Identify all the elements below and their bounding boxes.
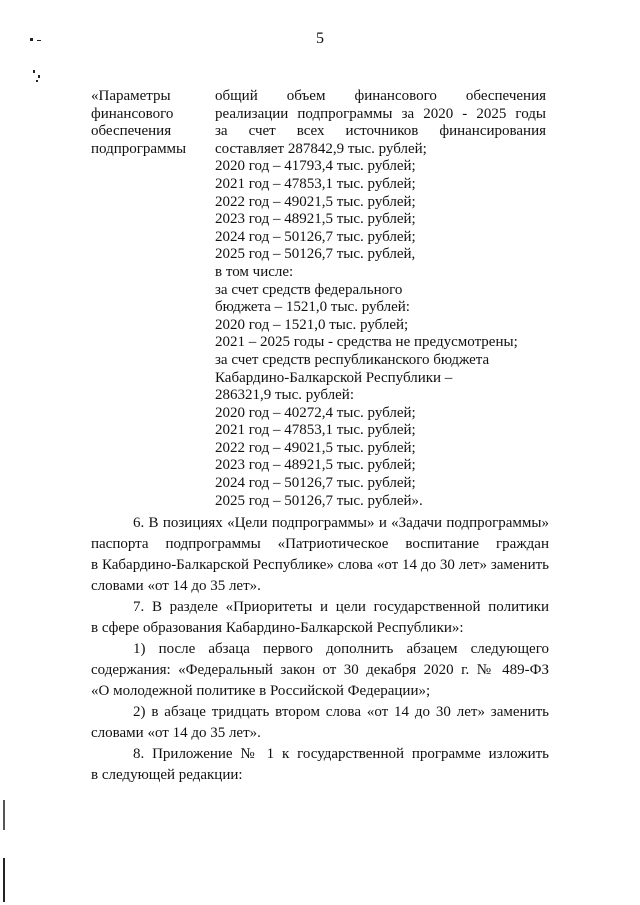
value-line: общий объем финансового обеспечения bbox=[215, 88, 546, 104]
value-line: реализации подпрограммы за 2020 - 2025 годы bbox=[215, 105, 546, 122]
value-line: 2025 год – 50126,7 тыс. рублей, bbox=[215, 246, 416, 263]
item-7-1-line: содержания: «Федеральный закон от 30 декабря 2020 г. № 489-ФЗ bbox=[91, 662, 549, 678]
scan-mark bbox=[37, 40, 41, 41]
item-6-line: словами «от 14 до 35 лет». bbox=[91, 578, 261, 594]
scan-mark bbox=[33, 70, 35, 73]
value-line: бюджета – 1521,0 тыс. рублей: bbox=[215, 299, 410, 316]
value-line: в том числе: bbox=[215, 263, 294, 280]
value-line: 2024 год – 50126,7 тыс. рублей; bbox=[215, 228, 416, 245]
value-line: 2021 год – 47853,1 тыс. рублей; bbox=[215, 422, 416, 439]
value-line: 2020 год – 1521,0 тыс. рублей; bbox=[215, 316, 409, 333]
parameter-value bbox=[215, 88, 546, 510]
value-line: Кабардино-Балкарской Республики – bbox=[215, 369, 453, 386]
parameter-label-line: «Параметры bbox=[91, 88, 171, 104]
item-7-1-line: 1) после абзаца первого дополнить абзацем следующего bbox=[133, 641, 549, 657]
value-line: 2023 год – 48921,5 тыс. рублей; bbox=[215, 211, 416, 228]
item-8-line: в следующей редакции: bbox=[91, 767, 243, 783]
value-line: 2025 год – 50126,7 тыс. рублей». bbox=[215, 492, 423, 509]
value-line: составляет 287842,9 тыс. рублей; bbox=[215, 140, 427, 157]
scan-mark bbox=[30, 38, 33, 41]
parameter-label-line: финансового bbox=[91, 105, 174, 122]
item-7-line: 7. В разделе «Приоритеты и цели государственной политики bbox=[133, 599, 549, 615]
value-line: 2021 – 2025 годы - средства не предусмотрены; bbox=[215, 334, 518, 351]
value-line: за счет всех источников финансирования bbox=[215, 123, 546, 140]
amendment-text bbox=[91, 513, 549, 786]
scan-mark bbox=[38, 75, 40, 78]
value-line: 2024 год – 50126,7 тыс. рублей; bbox=[215, 475, 416, 492]
value-line: 2022 год – 49021,5 тыс. рублей; bbox=[215, 439, 416, 456]
item-7-2-line: 2) в абзаце тридцать втором слова «от 14 до 30 лет» заменить bbox=[133, 704, 549, 720]
parameter-label bbox=[91, 88, 201, 158]
item-6-line: 6. В позициях «Цели подпрограммы» и «Задачи подпрограммы» bbox=[133, 515, 549, 531]
value-line: 286321,9 тыс. рублей: bbox=[215, 387, 354, 404]
scan-mark bbox=[3, 858, 5, 902]
scan-mark bbox=[36, 80, 38, 82]
value-line: 2021 год – 47853,1 тыс. рублей; bbox=[215, 175, 416, 192]
item-6-line: паспорта подпрограммы «Патриотическое воспитание граждан bbox=[91, 536, 549, 552]
value-line: 2023 год – 48921,5 тыс. рублей; bbox=[215, 457, 416, 474]
parameter-label-line: обеспечения bbox=[91, 123, 172, 140]
value-line: 2020 год – 41793,4 тыс. рублей; bbox=[215, 158, 416, 175]
parameter-label-line: подпрограммы bbox=[91, 140, 187, 157]
item-7-line: в сфере образования Кабардино-Балкарской Республики»: bbox=[91, 620, 464, 636]
item-6-line: в Кабардино-Балкарской Республике» слова «от 14 до 30 лет» заменить bbox=[91, 557, 549, 573]
item-7-1-line: «О молодежной политике в Российской Федерации»; bbox=[91, 683, 431, 699]
scan-mark bbox=[3, 800, 5, 830]
page-number: 5 bbox=[316, 30, 324, 47]
value-line: за счет средств федерального bbox=[215, 281, 403, 298]
value-line: за счет средств республиканского бюджета bbox=[215, 351, 490, 368]
value-line: 2020 год – 40272,4 тыс. рублей; bbox=[215, 404, 416, 421]
item-8-line: 8. Приложение № 1 к государственной программе изложить bbox=[133, 746, 549, 762]
item-7-2-line: словами «от 14 до 35 лет». bbox=[91, 725, 261, 741]
value-line: 2022 год – 49021,5 тыс. рублей; bbox=[215, 193, 416, 210]
